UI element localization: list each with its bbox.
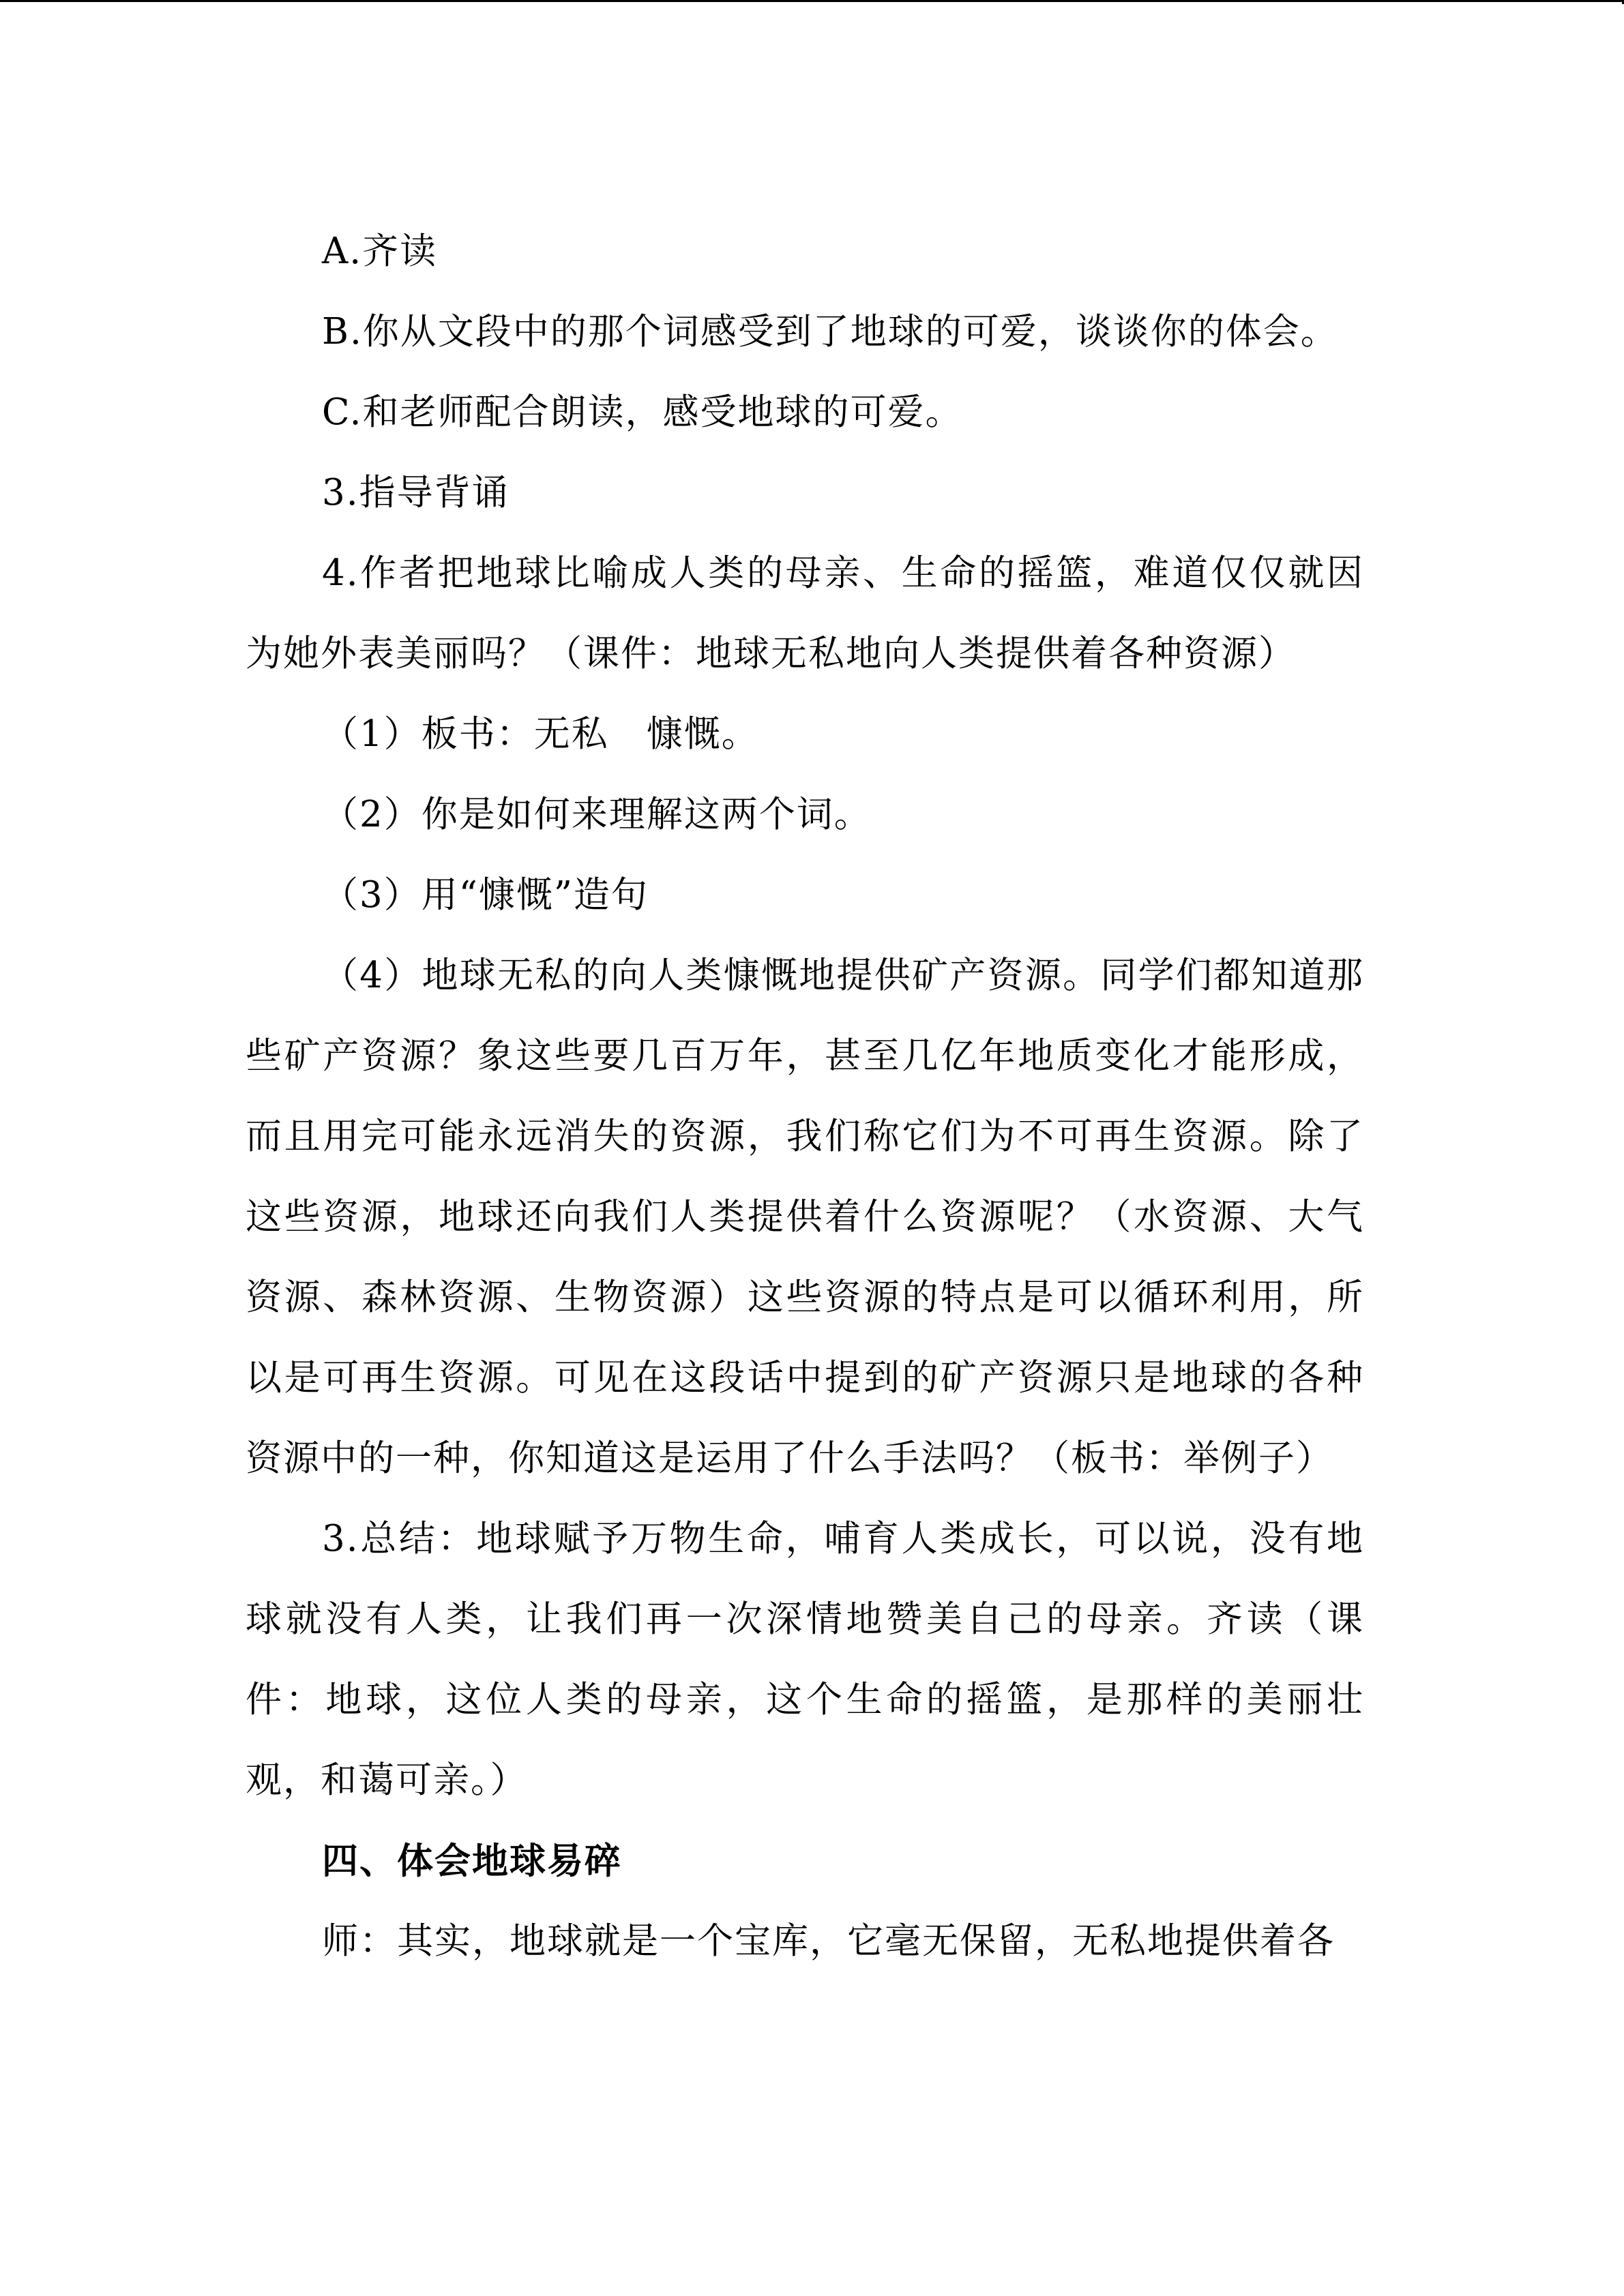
paragraph-option-c: C.和老师配合朗读，感受地球的可爱。 bbox=[322, 391, 963, 433]
paragraph-summary: 3.总结：地球赋予万物生命，哺育人类成长，可以说，没有地球就没有人类，让我们再一次深情地赞美自己的母亲。齐读（课件：地球，这位人类的母亲，这个生命的摇篮，是那样的美丽壮观，和蔼可亲。） bbox=[246, 1518, 1364, 1801]
paragraph-sub-4-resources: （4）地球无私的向人类慷慨地提供矿产资源。同学们都知道那些矿产资源？象这些要几百万年，甚至几亿年地质变化才能形成，而且用完可能永远消失的资源，我们称它们为不可再生资源。除了这些资源，地球还向我们人类提供着什么资源呢？（水资源、大气资源、森林资源、生物资源）这些资源的特点是可以循环利用，所以是可再生资源。可见在这段话中提到的矿产资源只是地球的各种资源中的一种，你知道这是运用了什么手法吗？（板书：举例子） bbox=[246, 955, 1364, 1479]
paragraph-sub-1: （1）板书：无私 慷慨。 bbox=[322, 713, 759, 755]
paragraph-option-b: B.你从文段中的那个词感受到了地球的可爱，谈谈你的体会。 bbox=[322, 311, 1338, 353]
paragraph-option-a: A.齐读 bbox=[322, 230, 438, 272]
paragraph-step-4-question: 4.作者把地球比喻成人类的母亲、生命的摇篮，难道仅仅就因为她外表美丽吗？（课件：地球无私地向人类提供着各种资源） bbox=[246, 552, 1364, 674]
document-body bbox=[246, 211, 1364, 1982]
paragraph-step-3-recite: 3.指导背诵 bbox=[322, 472, 510, 513]
paragraph-sub-3: （3）用“慷慨”造句 bbox=[322, 874, 649, 916]
paragraph-teacher: 师：其实，地球就是一个宝库，它毫无保留，无私地提供着各 bbox=[322, 1920, 1335, 1962]
page-top-border bbox=[0, 0, 1624, 2]
paragraph-sub-2: （2）你是如何来理解这两个词。 bbox=[322, 794, 872, 835]
section-heading: 四、体会地球易碎 bbox=[322, 1840, 622, 1882]
